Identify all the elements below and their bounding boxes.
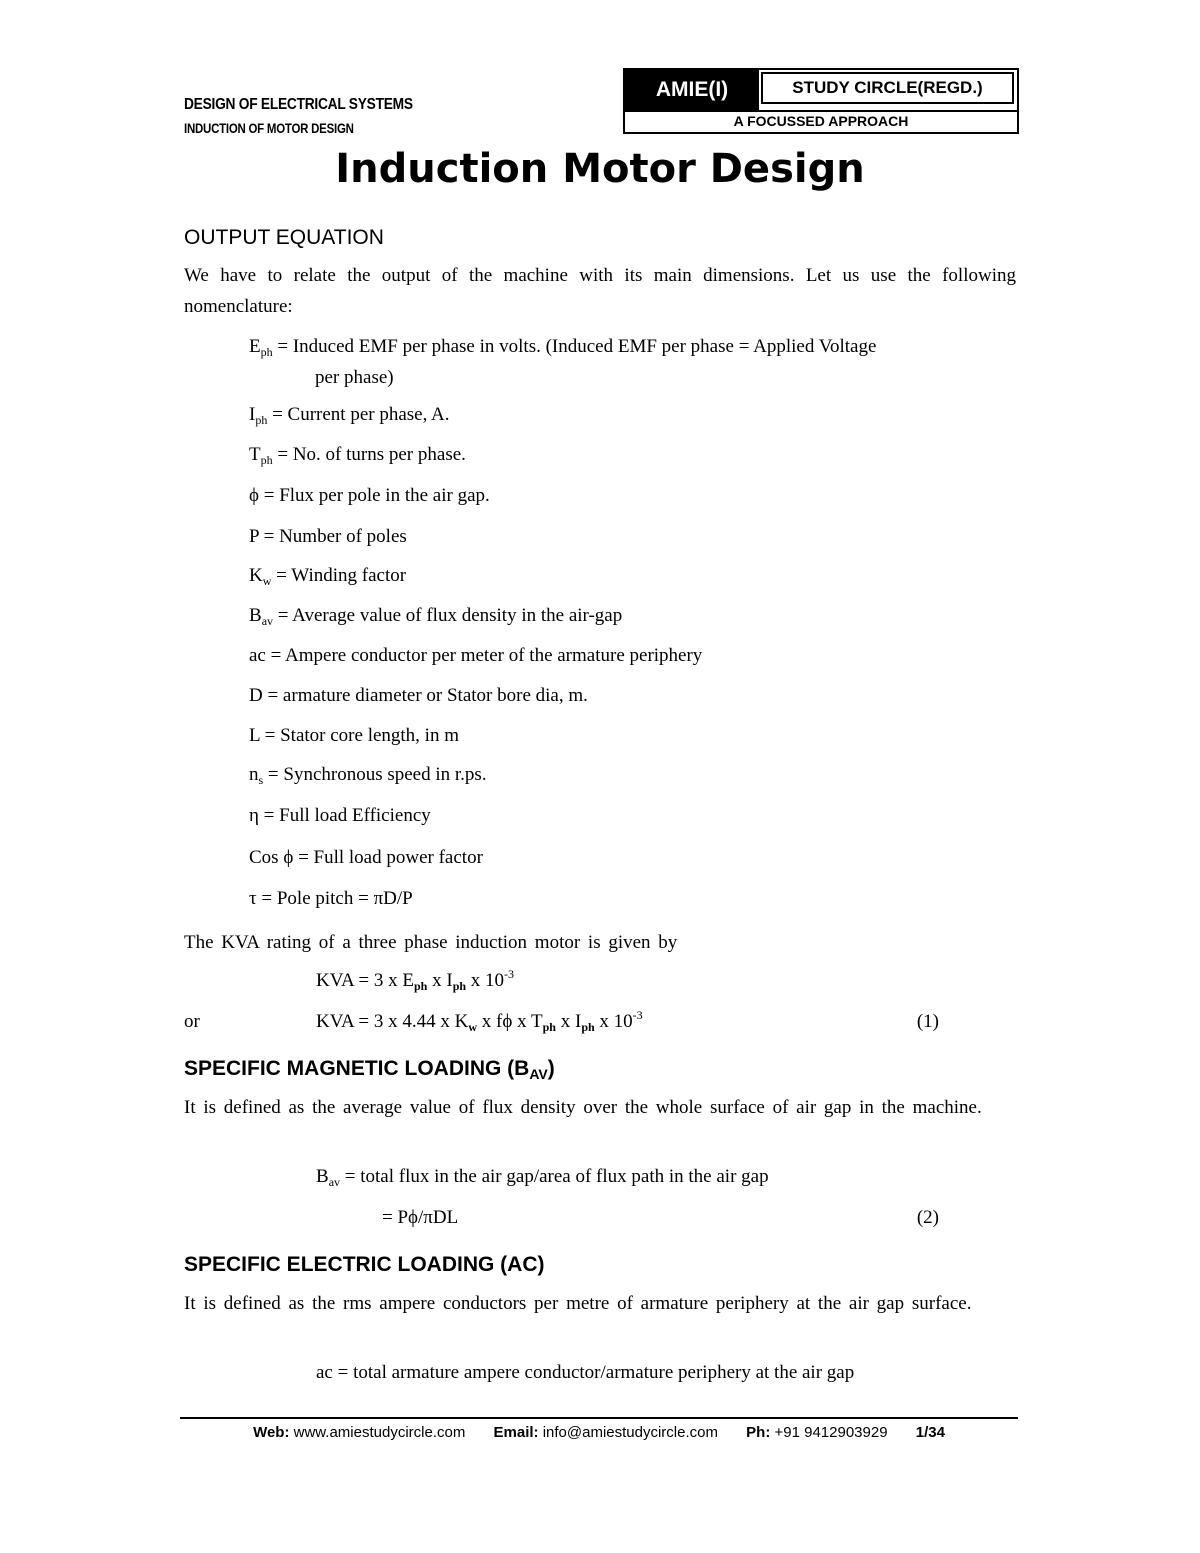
kw-text: = Winding factor: [271, 565, 407, 586]
output-equation-intro: We have to relate the output of the machine with its main dimensions. Let us use the following nomenclature:: [184, 265, 1016, 317]
amie-brand: AMIE(I): [625, 70, 759, 110]
page-title: Induction Motor Design: [335, 146, 865, 192]
eq-subscript: ph: [581, 1020, 595, 1034]
footer-web-label: Web:: [253, 1424, 290, 1441]
bav-subscript: av: [261, 614, 274, 628]
eph-text: = Induced EMF per phase in volts. (Induced EMF per phase = Applied Voltage: [272, 336, 877, 357]
section-heading-electric-loading: SPECIFIC ELECTRIC LOADING (AC): [184, 1253, 545, 1276]
eq-subscript: ph: [452, 979, 467, 993]
tph-text: = No. of turns per phase.: [272, 444, 466, 465]
nomenclature-l: L = Stator core length, in m: [249, 725, 459, 746]
eph-continuation: per phase): [315, 367, 394, 388]
nomenclature-tph: [249, 444, 466, 466]
equation-kva-basic: [316, 967, 515, 993]
eq-part: KVA = 3 x 4.44 x K: [316, 1011, 469, 1032]
equation-number-1: (1): [916, 1011, 939, 1032]
footer-web-link[interactable]: www.amiestudycircle.com: [293, 1424, 466, 1441]
nomenclature-tau: τ = Pole pitch = πD/P: [249, 888, 413, 909]
kw-subscript: w: [262, 574, 272, 588]
bav-symbol: B: [249, 605, 262, 626]
equation-ac: ac = total armature ampere conductor/armature periphery at the air gap: [316, 1362, 855, 1383]
eq-part: KVA = 3 x E: [316, 970, 414, 991]
ns-subscript: s: [258, 773, 264, 787]
footer-phone-label: Ph:: [746, 1424, 771, 1441]
magnetic-heading-subscript: AV: [529, 1066, 548, 1082]
eq-part: x fϕ x T: [477, 1011, 543, 1032]
nomenclature-bav: [249, 605, 622, 627]
section-heading-output-equation: OUTPUT EQUATION: [184, 226, 384, 249]
nomenclature-phi: ϕ = Flux per pole in the air gap.: [249, 485, 490, 506]
footer-email-link[interactable]: info@amiestudycircle.com: [542, 1424, 718, 1441]
eq-part: = total flux in the air gap/area of flux path in the air gap: [340, 1166, 769, 1187]
footer-email-label: Email:: [493, 1424, 539, 1441]
amie-logo-box: [623, 68, 1019, 134]
iph-text: = Current per phase, A.: [267, 404, 450, 425]
footer-divider: [180, 1417, 1018, 1419]
equation-kva-expanded: [316, 1008, 643, 1034]
eq-part: x 10: [594, 1011, 633, 1032]
nomenclature-eta: η = Full load Efficiency: [249, 805, 431, 826]
nomenclature-cos: Cos ϕ = Full load power factor: [249, 847, 483, 868]
nomenclature-iph: [249, 404, 450, 426]
nomenclature-ac: ac = Ampere conductor per meter of the armature periphery: [249, 645, 703, 666]
eq-part: x I: [555, 1011, 582, 1032]
nomenclature-ns: [249, 764, 487, 786]
eph-subscript: ph: [260, 345, 273, 359]
eq-superscript: -3: [504, 967, 515, 981]
footer-phone: +91 9412903929: [774, 1424, 888, 1441]
logo-divider: [625, 110, 1017, 112]
electric-loading-definition: It is defined as the rms ampere conductors per metre of armature periphery at the air gap surface.: [184, 1293, 972, 1314]
tagline: A FOCUSSED APPROACH: [733, 113, 909, 129]
eph-symbol: E: [249, 336, 261, 357]
study-circle-label: STUDY CIRCLE(REGD.): [761, 72, 1014, 104]
eq-subscript: ph: [542, 1020, 556, 1034]
eq-part: x 10: [466, 970, 505, 991]
nomenclature-eph: [249, 331, 1017, 393]
kw-symbol: K: [249, 565, 263, 586]
footer: [180, 1424, 1018, 1441]
nomenclature-kw: [249, 565, 406, 587]
eq-part: B: [316, 1166, 329, 1187]
equation-number-2: (2): [916, 1207, 939, 1228]
equation-bav: [316, 1166, 769, 1188]
page-number: 1/34: [915, 1424, 945, 1441]
iph-symbol: I: [249, 404, 256, 425]
chapter-header: INDUCTION OF MOTOR DESIGN: [184, 120, 354, 136]
subject-header: DESIGN OF ELECTRICAL SYSTEMS: [184, 96, 413, 113]
ns-text: = Synchronous speed in r.ps.: [263, 764, 487, 785]
magnetic-heading-end: ): [547, 1057, 555, 1080]
or-label: or: [184, 1011, 200, 1032]
tph-subscript: ph: [260, 453, 273, 467]
equation-bav-result: = Pϕ/πDL: [382, 1207, 459, 1228]
nomenclature-p: P = Number of poles: [249, 526, 407, 547]
eq-part: x I: [427, 970, 453, 991]
magnetic-loading-definition: It is defined as the average value of flux density over the whole surface of air gap in the machine.: [184, 1097, 982, 1118]
magnetic-heading-text: SPECIFIC MAGNETIC LOADING (B: [184, 1057, 530, 1080]
bav-text: = Average value of flux density in the air-gap: [273, 605, 623, 626]
eq-subscript: w: [468, 1020, 478, 1034]
eq-superscript: -3: [632, 1008, 643, 1022]
eq-subscript: av: [328, 1175, 341, 1189]
kva-intro: The KVA rating of a three phase induction motor is given by: [184, 932, 678, 953]
iph-subscript: ph: [255, 413, 268, 427]
nomenclature-d: D = armature diameter or Stator bore dia, m.: [249, 685, 588, 706]
tph-symbol: T: [249, 444, 261, 465]
ns-symbol: n: [249, 764, 259, 785]
eq-subscript: ph: [414, 979, 428, 993]
section-heading-magnetic-loading: [184, 1057, 555, 1081]
